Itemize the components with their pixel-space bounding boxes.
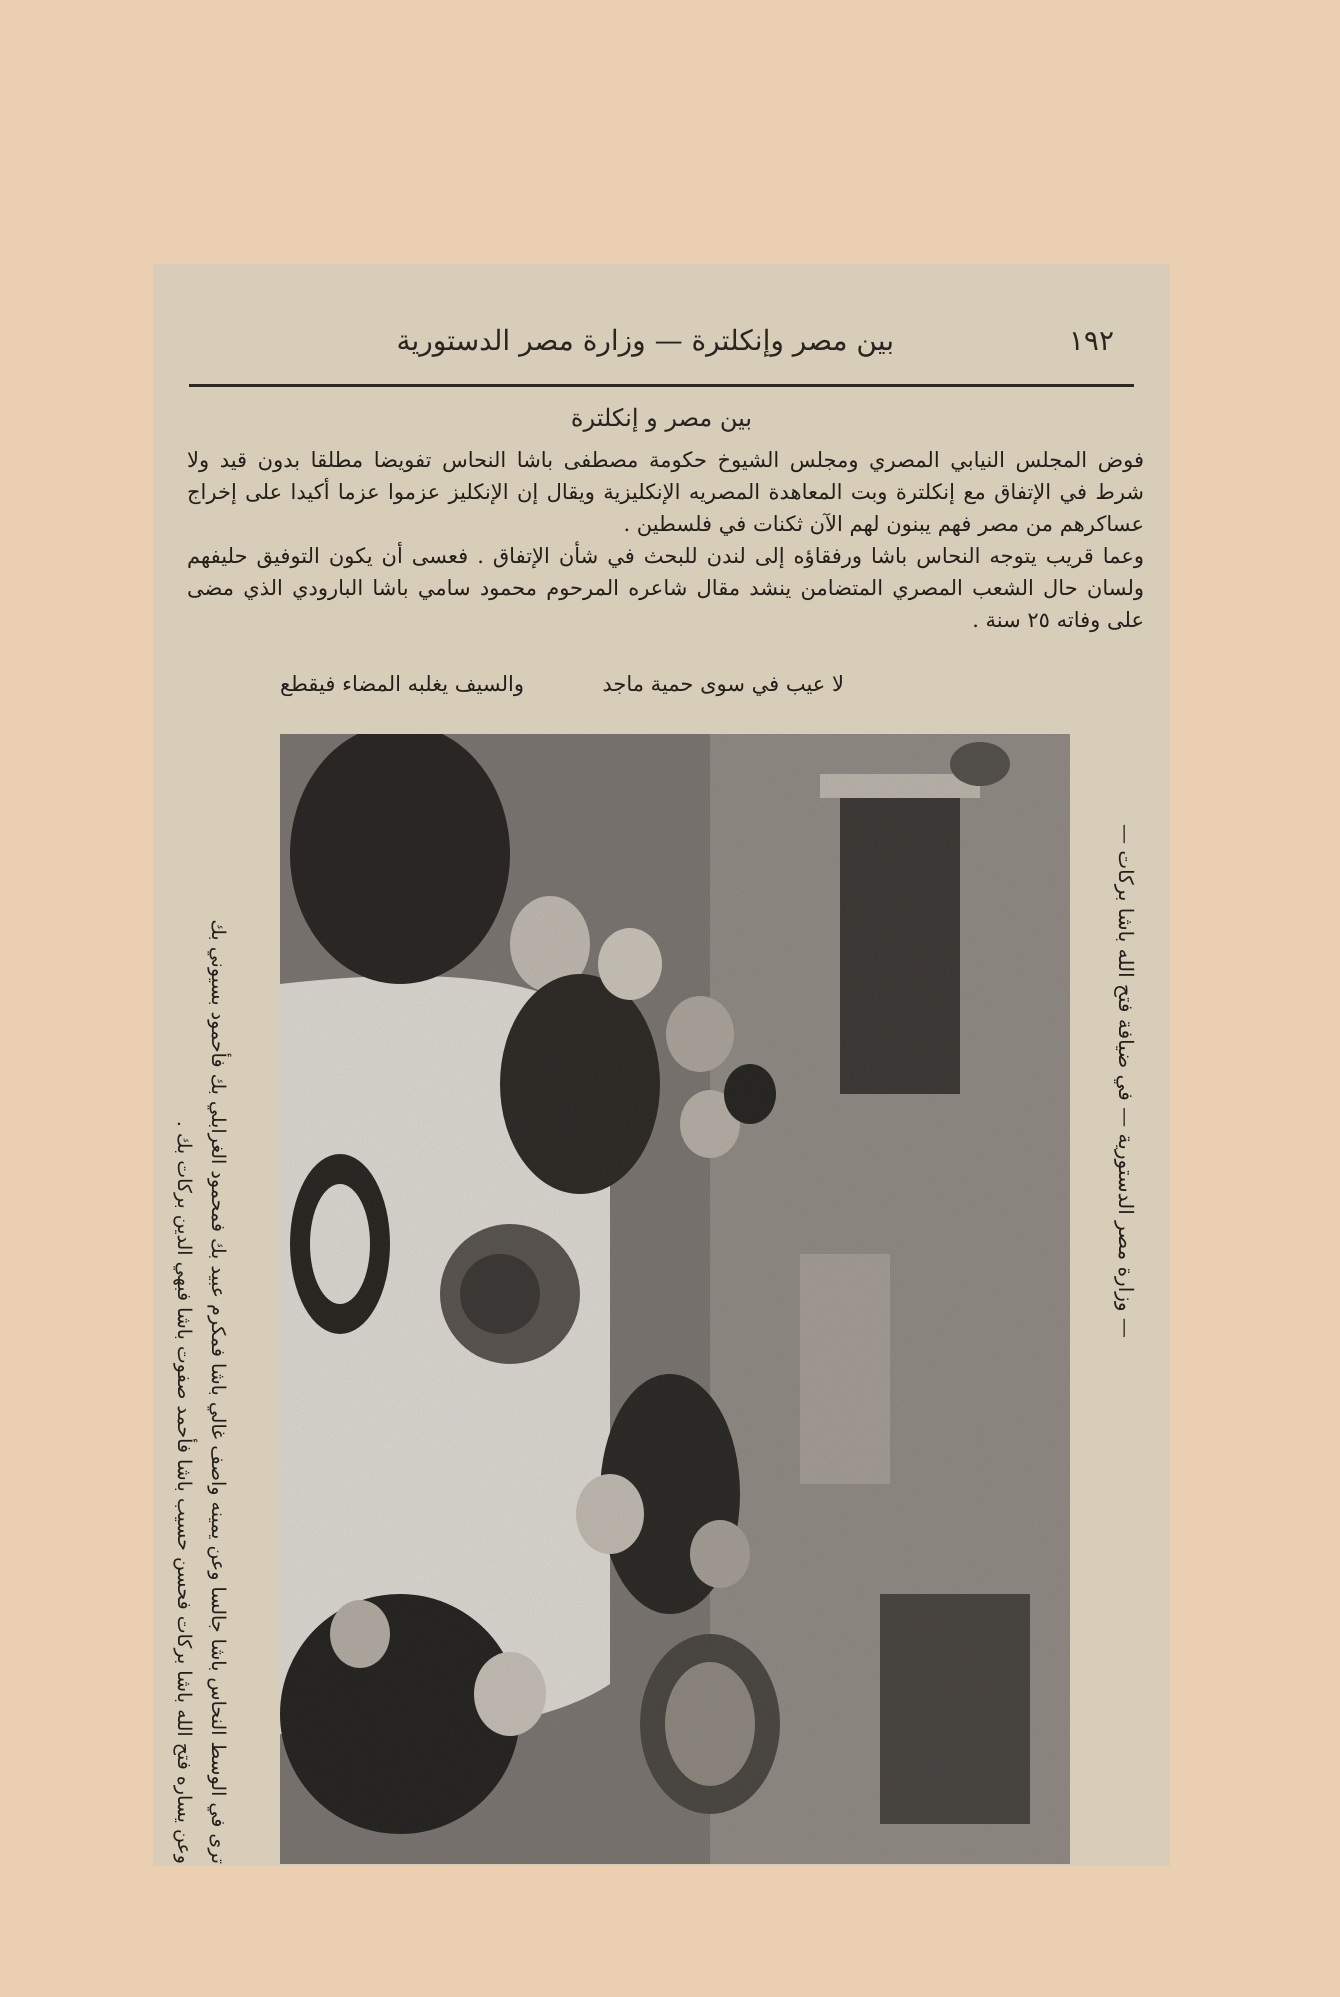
verse-hemistich-1: لا عيب في سوى حمية ماجد	[602, 672, 844, 696]
book-page	[153, 264, 1170, 1866]
caption-line-1: ترى في الوسط النحاس باشا جالسا وعن يمينه واصف غالي باشا فمكرم عبيد بك فمحمود الغرابلي بك فأحمود بسيوني بك	[207, 919, 229, 1864]
verse-hemistich-2: والسيف يغلبه المضاء فيقطع	[280, 672, 524, 696]
caption-title-text: — وزارة مصر الدستورية — في ضيافة فتح الله باشا بركات —	[1114, 824, 1138, 1338]
article-body	[187, 444, 1144, 636]
section-title: بين مصر و إنكلترة	[570, 404, 753, 432]
caption-text	[167, 744, 235, 1864]
paragraph-2: وعما قريب يتوجه النحاس باشا ورفقاؤه إلى لندن للبحث في شأن الإتفاق . فعسى أن يكون التوفيق حليفهم ولسان حال الشعب المصري المتضامن ينشد مقال شاعره المرحوم محمود سامي باشا البارودي الذي مضى على وفاته ٢٥ سنة .	[187, 544, 1144, 632]
paragraph-1: فوض المجلس النيابي المصري ومجلس الشيوخ حكومة مصطفى باشا النحاس تفويضا مطلقا بدون قيد ولا شرط في الإتفاق مع إنكلترة وبت المعاهدة المصريه الإنكليزية ويقال إن الإنكليز عزموا عزما أكيدا على إخراج عساكرهم من مصر فهم يبنون لهم الآن ثكنات في فلسطين .	[187, 448, 1144, 536]
page-header	[189, 324, 1134, 360]
caption-line-2: وعن يساره فتح الله باشا بركات فحسن حسيب باشا فأحمد صفوت باشا فبهي الدين بركات بك .	[173, 1120, 195, 1864]
header-rule	[189, 384, 1134, 387]
group-photograph	[280, 734, 1070, 1864]
photo-illustration	[280, 734, 1070, 1864]
page-number: ١٩٢	[1068, 324, 1114, 357]
poem-verse	[187, 668, 1144, 700]
running-title: بين مصر وإنكلترة — وزارة مصر الدستورية	[396, 324, 894, 357]
